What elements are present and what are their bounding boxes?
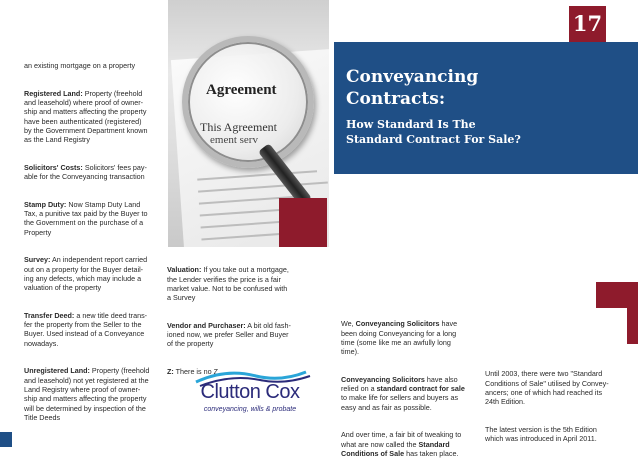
glossary-entry [24, 366, 164, 422]
glossary-entry [24, 89, 164, 145]
glossary-definition: Solicitors' fees pay- able for the Conveyancing transaction [24, 162, 147, 182]
glossary-definition: A bit old fash- ioned now, we prefer Seller and Buyer of the property [167, 320, 291, 349]
glossary-entry [24, 163, 164, 182]
glossary-term: Z: [167, 366, 174, 376]
glossary-intro: an existing mortgage on a property [24, 61, 136, 71]
glossary-term: Vendor and Purchaser: [167, 320, 246, 330]
glossary-term: Solicitors' Costs: [24, 162, 83, 172]
glossary-definition: If you take out a mortgage, the Lender verifies the price is a fair market value. Not to be confused with a Survey [167, 265, 289, 303]
glossary-entry [167, 265, 317, 302]
text-run: to make life for sellers and buyers as easy and as fair as possible. [341, 393, 459, 412]
glossary-definition: Property (freehold and leasehold) not yet registered at the Land Registry where proof of owner- ship and matters affecting the property will be determined by inspection of the Title Deeds [24, 366, 150, 422]
page-subtitle: How Standard Is The Standard Contract For Sale? [346, 118, 521, 146]
text-run: We, [341, 319, 356, 329]
photo-word-this-agreement: This Agreement [200, 120, 277, 134]
glossary-term: Unregistered Land: [24, 366, 90, 376]
glossary-definition: a new title deed trans- fer the property from the Seller to the Buyer. Used instead of a Conveyance nowadays. [24, 310, 148, 348]
article-paragraph: The latest version is the 5th Edition which was introduced in April 2011. [485, 424, 597, 444]
glossary-entry [24, 311, 164, 348]
blue-accent-block [0, 432, 12, 447]
glossary-definition: There is no Z [173, 366, 219, 376]
page-title: Conveyancing Contracts: [346, 67, 479, 109]
red-accent-block-right [596, 282, 638, 308]
glossary-term: Registered Land: [24, 88, 83, 98]
glossary-term: Valuation: [167, 265, 202, 275]
article-paragraph [341, 375, 481, 412]
photo-word-service: ement serv [210, 134, 258, 146]
glossary-definition: Now Stamp Duty Land Tax, a punitive tax paid by the Buyer to the Government on the purchase of a Property [24, 199, 148, 237]
article-column-1 [341, 310, 481, 476]
text-run: has taken place. [404, 448, 459, 458]
article-paragraph: Until 2003, there were two "Standard Conditions of Sale" utilised by Convey- ancers; one of which had reached its 24th Edition. [485, 369, 609, 407]
text-run-bold: Standard Conditions of Sale [341, 439, 450, 458]
glossary-term: Transfer Deed: [24, 310, 75, 320]
text-run-bold: standard contract for sale [376, 384, 465, 394]
article-paragraph [341, 430, 481, 458]
text-run: And over time, a fair bit of tweaking to what are now called the [341, 430, 462, 449]
clutton-cox-logo [173, 366, 324, 428]
glossary-definition: An independent report carried out on a property for the Buyer detail- ing any defects, which may include a valuation of the property [24, 255, 148, 293]
glossary-term: Survey: [24, 255, 51, 265]
magnifying-glass-icon [182, 36, 314, 168]
text-run-bold: Conveyancing Solicitors [355, 319, 440, 329]
glossary-term: Stamp Duty: [24, 199, 67, 209]
glossary-entry [167, 321, 317, 349]
logo-tagline: conveyancing, wills & probate [203, 406, 297, 413]
glossary-entry [24, 200, 164, 237]
red-accent-block [279, 198, 327, 247]
glossary-column-1 [24, 52, 164, 440]
photo-word-agreement: Agreement [206, 82, 277, 98]
text-run: have also relied on a [341, 374, 458, 394]
glossary-entry [24, 255, 164, 292]
article-paragraph [341, 319, 481, 356]
red-accent-strip-right [627, 308, 638, 344]
article-column-2 [485, 360, 625, 462]
logo-name: Clutton Cox [200, 381, 300, 403]
page-number: 17 [569, 6, 606, 42]
text-run: have been doing Conveyancing for a long time (some like me an awfully long time). [341, 319, 458, 357]
text-run-bold: Conveyancing Solicitors [341, 374, 425, 384]
glossary-definition: Property (freehold and leasehold) where proof of owner- ship and matters affecting the property have been authenticated (registered) by the Government Department known as the Land Registry [24, 88, 148, 145]
